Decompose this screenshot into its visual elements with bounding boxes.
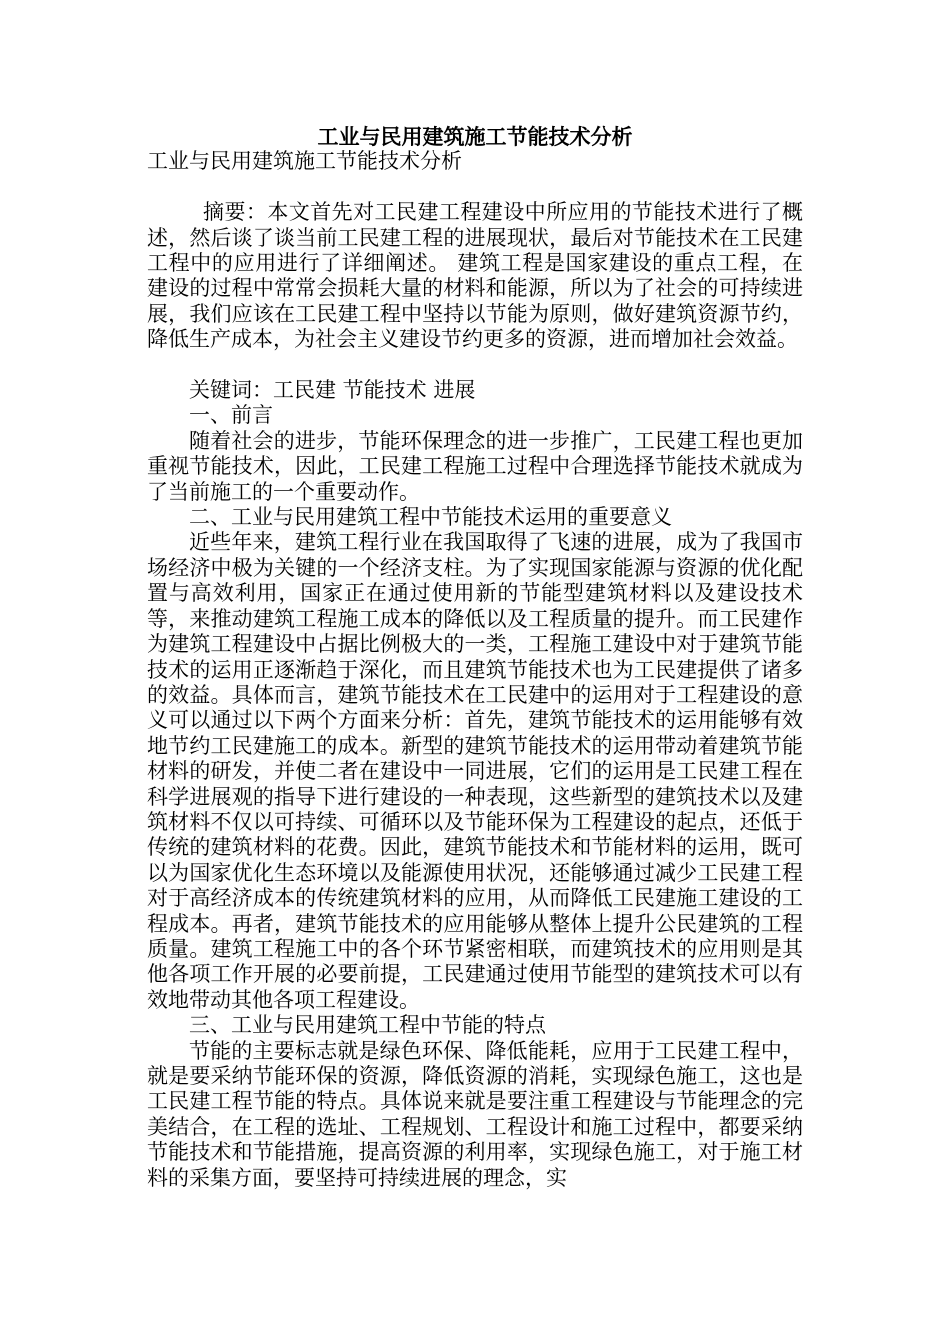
abstract-paragraph: 摘要：本文首先对工民建工程建设中所应用的节能技术进行了概述，然后谈了谈当前工民建工程的进展现状，最后对节能技术在工民建工程中的应用进行了详细阐述。 建筑工程是国家建设的重点工程，在建设的过程中常常会损耗大量的材料和能源，所以为了社会的可持续进展，我们应该在工民建工程中坚持以节能为原则，做好建筑资源节约，降低生产成本，为社会主义建设节约更多的资源，进而增加社会效益。 [147, 200, 803, 352]
section-heading-significance: 二、工业与民用建筑工程中节能技术运用的重要意义 [189, 505, 672, 530]
section-paragraph-characteristics: 节能的主要标志就是绿色环保、降低能耗，应用于工民建工程中，就是要采纳节能环保的资源，降低资源的消耗，实现绿色施工，这也是工民建工程节能的特点。具体说来就是要注重工程建设与节能理念的完美结合，在工程的选址、工程规划、工程设计和施工过程中，都要采纳节能技术和节能措施，提高资源的利用率，实现绿色施工，对于施工材料的采集方面，要坚持可持续进展的理念，实 [147, 1038, 803, 1190]
section-heading-characteristics: 三、工业与民用建筑工程中节能的特点 [189, 1013, 546, 1038]
section-paragraph-significance: 近些年来，建筑工程行业在我国取得了飞速的进展，成为了我国市场经济中极为关键的一个经济支柱。为了实现国家能源与资源的优化配置与高效利用，国家正在通过使用新的节能型建筑材料以及建设技术等，来推动建筑工程施工成本的降低以及工程质量的提升。而工民建作为建筑工程建设中占据比例极大的一类，工程施工建设中对于建筑节能技术的运用正逐渐趋于深化，而且建筑节能技术也为工民建提供了诸多的效益。具体而言，建筑节能技术在工民建中的运用对于工程建设的意义可以通过以下两个方面来分析：首先，建筑节能技术的运用能够有效地节约工民建施工的成本。新型的建筑节能技术的运用带动着建筑节能材料的研发，并使二者在建设中一同进展，它们的运用是工民建工程在科学进展观的指导下进行建设的一种表现，这些新型的建筑技术以及建筑材料不仅以可持续、可循环以及节能环保为工程建设的起点，还低于传统的建筑材料的花费。因此，建筑节能技术和节能材料的运用，既可以为国家优化生态环境以及能源使用状况，还能够通过减少工民建工程对于高经济成本的传统建筑材料的应用，从而降低工民建施工建设的工程成本。再者，建筑节能技术的应用能够从整体上提升公民建筑的工程质量。建筑工程施工中的各个环节紧密相联，而建筑技术的应用则是其他各项工作开展的必要前提，工民建通过使用节能型的建筑技术可以有效地带动其他各项工程建设。 [147, 530, 803, 1012]
document-subtitle: 工业与民用建筑施工节能技术分析 [147, 149, 462, 174]
blank-line [147, 353, 803, 378]
blank-line [147, 175, 803, 200]
document-title: 工业与民用建筑施工节能技术分析 [317, 124, 633, 149]
section-paragraph-intro: 随着社会的进步，节能环保理念的进一步推广，工民建工程也更加重视节能技术，因此，工民建工程施工过程中合理选择节能技术就成为了当前施工的一个重要动作。 [147, 428, 803, 504]
document-body [147, 124, 803, 1191]
section-heading-intro: 一、前言 [189, 403, 273, 428]
keywords-line: 关键词：工民建 节能技术 进展 [189, 378, 476, 403]
